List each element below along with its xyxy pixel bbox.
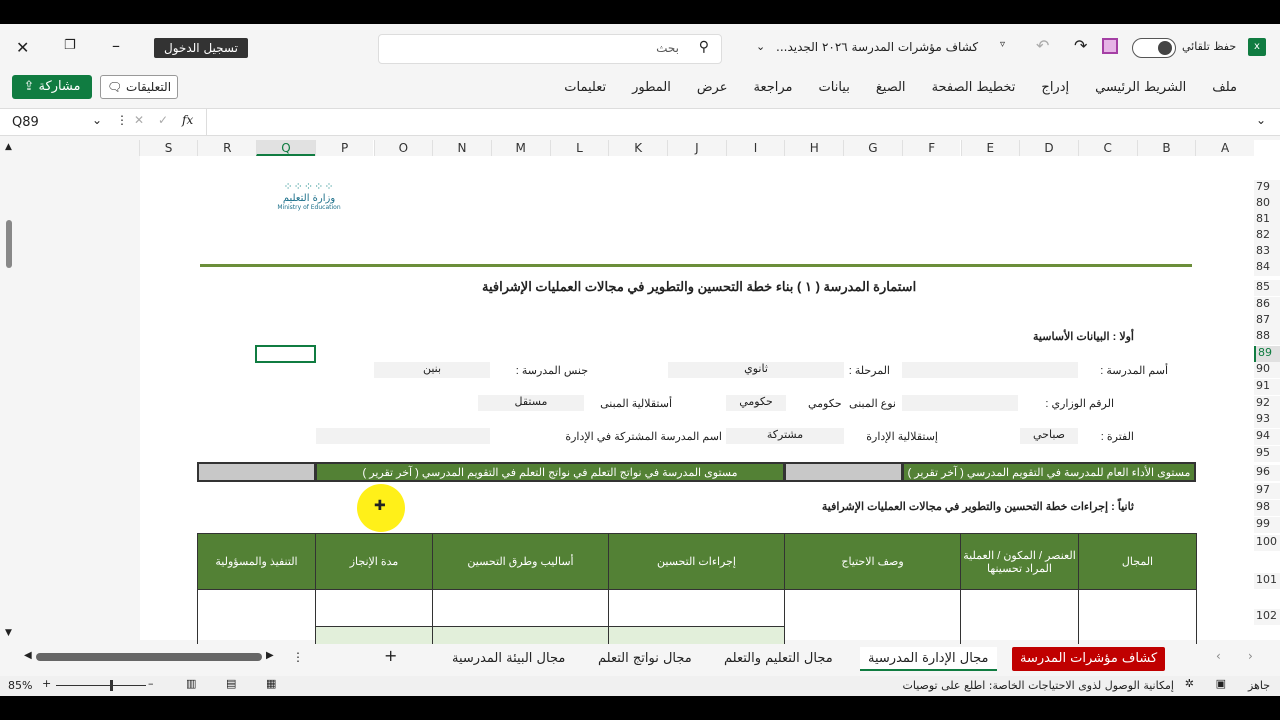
row-header[interactable]: 96 <box>1254 465 1280 481</box>
page-layout-view-icon[interactable]: ▤ <box>226 677 237 690</box>
ready-status: جاهز <box>1247 679 1270 692</box>
column-header[interactable]: M <box>491 140 550 156</box>
normal-view-icon[interactable]: ▦ <box>266 677 277 690</box>
login-button[interactable]: تسجيل الدخول <box>154 38 248 58</box>
building-type-label: نوع المبنى <box>849 398 896 410</box>
school-name-label: أسم المدرسة : <box>1100 365 1168 377</box>
row-header[interactable]: 92 <box>1254 396 1280 412</box>
row-header[interactable]: 86 <box>1254 297 1280 313</box>
column-header[interactable]: F <box>902 140 961 156</box>
shared-school-field[interactable] <box>316 428 490 444</box>
building-independence-label: أستقلالية المبنى <box>600 398 672 410</box>
comments-button[interactable]: التعليقات 🗨 <box>100 75 178 99</box>
ministry-number-label: الرقم الوزاري : <box>1045 398 1114 410</box>
excel-icon: x <box>1248 38 1266 56</box>
row-header[interactable]: 97 <box>1254 483 1280 499</box>
row-header[interactable]: 91 <box>1254 379 1280 395</box>
page-break-view-icon[interactable]: ▥ <box>186 677 197 690</box>
ribbon-tab[interactable]: إدراج <box>1041 80 1070 95</box>
comments-label: التعليقات <box>126 80 172 94</box>
column-header[interactable]: N <box>432 140 491 156</box>
column-header[interactable]: R <box>197 140 256 156</box>
zoom-slider[interactable] <box>56 685 146 686</box>
formula-input[interactable] <box>206 109 1246 135</box>
row-header[interactable]: 83 <box>1254 244 1280 260</box>
worksheet[interactable] <box>0 140 1280 640</box>
tab-school-indicators[interactable]: كشاف مؤشرات المدرسة <box>1012 647 1165 671</box>
row-header[interactable]: 95 <box>1254 446 1280 462</box>
check-icon[interactable]: ✓ <box>158 113 169 127</box>
column-header[interactable]: C <box>1078 140 1137 156</box>
row-header[interactable]: 93 <box>1254 412 1280 428</box>
row-header[interactable]: 98 <box>1254 500 1280 516</box>
gender-label: جنس المدرسة : <box>515 365 588 377</box>
vertical-scrollbar[interactable] <box>6 220 12 268</box>
shared-school-label: اسم المدرسة المشتركة في الإدارة <box>565 431 722 443</box>
tab-school-administration[interactable]: مجال الإدارة المدرسية <box>860 647 997 671</box>
share-label: مشاركة <box>38 79 81 94</box>
selected-cell-q89[interactable] <box>255 345 316 363</box>
row-header[interactable]: 101 <box>1254 573 1280 589</box>
admin-independence-label: إستقلالية الإدارة <box>866 431 938 443</box>
tab-teaching-learning[interactable]: مجال التعليم والتعلم <box>724 651 833 666</box>
formula-bar <box>0 108 1280 136</box>
customize-icon[interactable]: ▿ <box>1000 39 1006 50</box>
file-name[interactable]: كشاف مؤشرات المدرسة ٢٠٢٦ الجديد... <box>776 40 979 54</box>
scroll-left-icon[interactable]: ◀ <box>24 650 32 661</box>
expand-icon[interactable]: ⌄ <box>1256 113 1267 127</box>
ministry-number-field[interactable] <box>902 395 1018 411</box>
add-sheet-button[interactable]: + <box>384 646 398 665</box>
row-header[interactable]: 88 <box>1254 329 1280 345</box>
undo-icon[interactable]: ↶ <box>1036 36 1050 55</box>
admin-independence-field[interactable]: مشتركة <box>726 428 844 444</box>
learning-performance-header: مستوى المدرسة في نواتج التعلم في نواتج التعلم في التقويم المدرسي ( آخر تقرير ) <box>315 462 785 482</box>
name-box[interactable]: Q89 <box>12 115 39 130</box>
row-header[interactable]: 100 <box>1254 535 1280 551</box>
stage-label: المرحلة : <box>848 365 890 377</box>
section-improvement-plan: ثانياً : إجراءات خطة التحسين والتطوير في مجالات العمليات الإشرافية <box>821 501 1134 513</box>
ribbon-tab[interactable]: بيانات <box>818 80 850 95</box>
tab-school-environment[interactable]: مجال البيئة المدرسية <box>452 651 566 666</box>
building-type-field[interactable]: حكومي <box>726 395 786 411</box>
column-header[interactable]: K <box>608 140 667 156</box>
column-header[interactable]: H <box>784 140 843 156</box>
tab-learning-outcomes[interactable]: مجال نواتج التعلم <box>598 651 692 666</box>
general-performance-value[interactable] <box>784 462 903 482</box>
row-header[interactable]: 99 <box>1254 517 1280 533</box>
row-header[interactable]: 82 <box>1254 228 1280 244</box>
row-header[interactable]: 87 <box>1254 313 1280 329</box>
column-header[interactable]: L <box>550 140 609 156</box>
column-header[interactable]: P <box>315 140 374 156</box>
column-header[interactable]: Q <box>256 140 315 156</box>
gender-field[interactable]: بنين <box>374 362 490 378</box>
scroll-right-icon[interactable]: ▶ <box>266 650 274 661</box>
scroll-up-icon[interactable]: ▲ <box>5 142 12 152</box>
row-header[interactable]: 81 <box>1254 212 1280 228</box>
general-performance-header: مستوى الأداء العام للمدرسة في التقويم المدرسي ( آخر تقرير ) <box>902 462 1196 482</box>
ribbon-tab[interactable]: عرض <box>696 80 728 95</box>
more-icon[interactable]: ⋮ <box>292 650 304 664</box>
chevron-down-icon[interactable]: ⌄ <box>92 113 103 127</box>
next-sheet-icon[interactable]: › <box>1248 649 1253 663</box>
table-header: وصف الاحتياج <box>784 533 961 590</box>
zoom-out-icon[interactable]: – <box>148 677 154 690</box>
row-header[interactable]: 85 <box>1254 280 1280 296</box>
left-gutter <box>0 140 140 640</box>
column-header[interactable]: A <box>1195 140 1254 156</box>
period-field[interactable]: صباحي <box>1020 428 1078 444</box>
close-icon[interactable]: ✕ <box>16 38 30 57</box>
workbook-stats-icon[interactable]: ▣ <box>1215 677 1226 690</box>
row-header[interactable]: 94 <box>1254 429 1280 445</box>
period-label: الفترة : <box>1100 431 1134 443</box>
share-button[interactable]: مشاركة ⇪ <box>12 75 92 99</box>
autosave-label: حفظ تلقائي <box>1182 40 1237 53</box>
row-header[interactable]: 84 <box>1254 260 1280 276</box>
column-header[interactable]: E <box>961 140 1020 156</box>
column-header[interactable]: J <box>667 140 726 156</box>
table-header: المجال <box>1078 533 1197 590</box>
more-icon[interactable]: ⋮ <box>116 113 128 127</box>
row-header[interactable]: 90 <box>1254 362 1280 378</box>
table-header: مدة الإنجاز <box>315 533 433 590</box>
cell-cursor-icon: ✚ <box>374 498 386 514</box>
table-header: أساليب وطرق التحسين <box>432 533 609 590</box>
save-icon[interactable] <box>1102 38 1118 54</box>
ribbon-tab[interactable]: مراجعة <box>753 80 793 95</box>
building-type-value: حكومي <box>808 398 842 410</box>
zoom-level[interactable]: 85% <box>8 679 33 692</box>
header-divider <box>200 264 1192 267</box>
form-title: استمارة المدرسة ( ١ ) بناء خطة التحسين والتطوير في مجالات العمليات الإشرافية <box>482 279 917 294</box>
column-header[interactable]: O <box>374 140 433 156</box>
school-name-field[interactable] <box>902 362 1078 378</box>
horizontal-scrollbar[interactable] <box>36 653 262 661</box>
section-basic-data: أولا : البيانات الأساسية <box>1033 331 1134 343</box>
column-header[interactable]: I <box>726 140 785 156</box>
autosave-toggle[interactable] <box>1132 38 1176 58</box>
row-header[interactable]: 89 <box>1254 346 1280 362</box>
accessibility-icon[interactable]: ✲ <box>1184 677 1194 690</box>
ribbon-tab[interactable]: المطور <box>632 80 671 95</box>
table-header: التنفيذ والمسؤولية <box>197 533 316 590</box>
column-header[interactable]: D <box>1019 140 1078 156</box>
column-header[interactable]: B <box>1137 140 1196 156</box>
accessibility-status[interactable]: إمكانية الوصول لذوى الاحتياجات الخاصة: اطلع على توصيات <box>902 679 1174 692</box>
scroll-down-icon[interactable]: ▼ <box>5 628 12 638</box>
status-bar <box>0 676 1280 696</box>
row-header[interactable]: 102 <box>1254 609 1280 625</box>
ribbon-tab[interactable]: الشريط الرئيسي <box>1095 80 1187 95</box>
row-header[interactable]: 80 <box>1254 196 1280 212</box>
search-placeholder: بحث <box>656 41 679 55</box>
column-header[interactable]: G <box>843 140 902 156</box>
cancel-icon[interactable]: ✕ <box>134 113 145 127</box>
ribbon-tab[interactable]: الصيغ <box>875 80 906 95</box>
function-icon[interactable]: fx <box>182 113 194 127</box>
ribbon-tabs <box>551 76 1250 100</box>
ribbon-tab[interactable]: تخطيط الصفحة <box>931 80 1016 95</box>
stage-field[interactable]: ثانوي <box>668 362 844 378</box>
table-header: إجراءات التحسين <box>608 533 785 590</box>
title-bar <box>0 24 1280 72</box>
column-header[interactable]: S <box>139 140 198 156</box>
search-input[interactable] <box>378 34 722 64</box>
chevron-down-icon[interactable]: ⌄ <box>756 40 766 53</box>
ministry-logo: ⁘⁘⁘⁘⁘ وزارة التعليم Ministry of Education <box>277 180 341 211</box>
ribbon-tab[interactable]: تعليمات <box>564 80 607 95</box>
restore-icon[interactable]: ❐ <box>64 38 76 53</box>
search-icon: ⚲ <box>698 39 709 55</box>
sheet-tabs-bar <box>0 644 1280 674</box>
table-header: العنصر / المكون / العملية المراد تحسينها <box>960 533 1079 590</box>
learning-performance-value[interactable] <box>197 462 316 482</box>
prev-sheet-icon[interactable]: ‹ <box>1216 649 1221 663</box>
row-header[interactable]: 79 <box>1254 180 1280 196</box>
building-independence-field[interactable]: مستقل <box>478 395 584 411</box>
redo-icon[interactable]: ↷ <box>1074 36 1088 55</box>
ribbon-tab[interactable]: ملف <box>1212 80 1237 95</box>
minimize-icon[interactable]: – <box>112 36 120 55</box>
zoom-in-icon[interactable]: + <box>42 677 52 690</box>
